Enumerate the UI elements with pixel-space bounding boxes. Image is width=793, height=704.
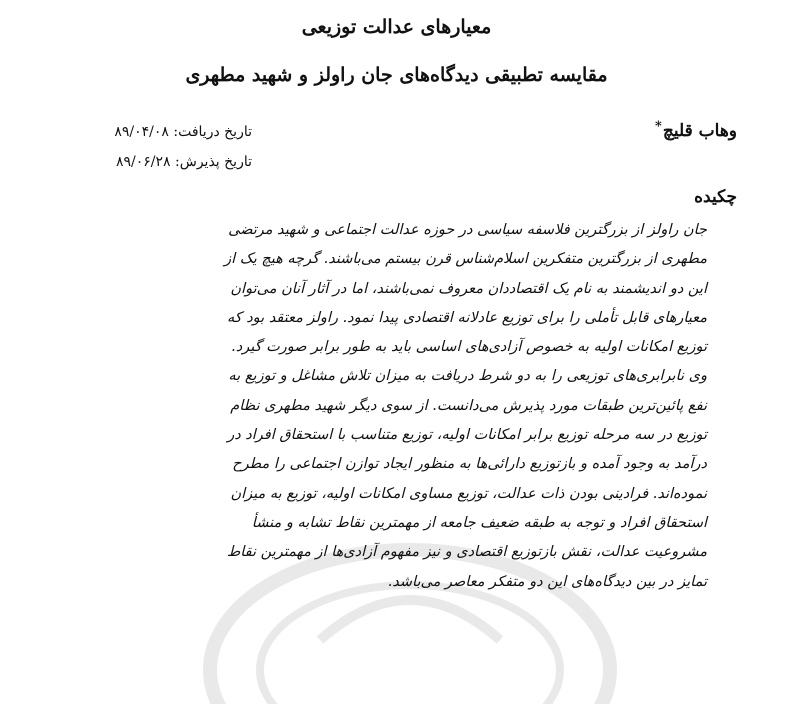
author-name <box>655 116 737 142</box>
abstract-line: جان راولز از بزرگترین فلاسفه سیاسی در حوزه عدالت اجتماعی و شهید مرتضی <box>228 222 707 238</box>
abstract-line: درآمد به وجود آمده و بازتوزیع دارائی‌ها به منظور ایجاد توازن اجتماعی را مطرح <box>232 456 707 473</box>
author-name-text: وهاب قلیچ <box>662 121 737 141</box>
abstract-line: توزیع امکانات اولیه به خصوص آزادی‌های اساسی باید به طور برابر صورت گیرد. <box>231 339 707 356</box>
abstract-heading: چکیده <box>694 187 737 207</box>
abstract-line: نموده‌اند. فرادینی بودن ذات عدالت، توزیع مساوی امکانات اولیه، توزیع به میزان <box>230 485 707 502</box>
accepted-date-value: ۸۹/۰۶/۲۸ <box>116 154 171 170</box>
paper-title: معیارهای عدالت توزیعی <box>301 16 492 38</box>
abstract-line: این دو اندیشمند به نام یک اقتصاددان معروف نمی‌باشند، اما در آثار آنان می‌توان <box>230 280 707 297</box>
abstract-line: مشروعیت عدالت، نقش بازتوزیع اقتصادی و نیز مفهوم آزادی‌ها از مهمترین نقاط <box>226 544 707 561</box>
abstract-line: تمایز در بین دیدگاه‌های این دو متفکر معاصر می‌باشد. <box>387 573 707 590</box>
abstract-line: معیارهای قابل تأملی را برای توزیع عادلانه اقتصادی پیدا نمود. راولز معتقد بود که <box>226 309 707 326</box>
received-date-label: تاریخ دریافت: <box>173 124 252 140</box>
abstract-line: مطهری از بزرگترین متفکرین اسلام‌شناس قرن بیستم می‌باشند. گرچه هیچ یک از <box>224 251 707 268</box>
abstract-line: توزیع در سه مرحله توزیع برابر امکانات اولیه، توزیع متناسب با استحقاق افراد در <box>227 427 707 444</box>
paper-subtitle: مقایسه تطبیقی دیدگاه‌های جان راولز و شهید مطهری <box>185 64 608 86</box>
abstract-line: نفع پائین‌ترین طبقات مورد پذیرش می‌دانست. از سوی دیگر شهید مطهری نظام <box>230 397 707 414</box>
accepted-date-label: تاریخ پذیرش: <box>175 154 252 170</box>
author-footnote-mark: * <box>655 119 662 134</box>
received-date <box>62 117 252 147</box>
dates-block <box>62 117 252 177</box>
received-date-value: ۸۹/۰۴/۰۸ <box>114 124 169 140</box>
accepted-date <box>62 147 252 177</box>
abstract-line: وی نابرابری‌های توزیعی را به دو شرط دریافت به میزان تلاش مشاغل و توزیع به <box>228 368 707 385</box>
abstract-line: استحقاق افراد و توجه به طبقه ضعیف جامعه از مهمترین نقاط تشابه و منشأ <box>251 514 707 531</box>
abstract-body <box>56 216 707 597</box>
